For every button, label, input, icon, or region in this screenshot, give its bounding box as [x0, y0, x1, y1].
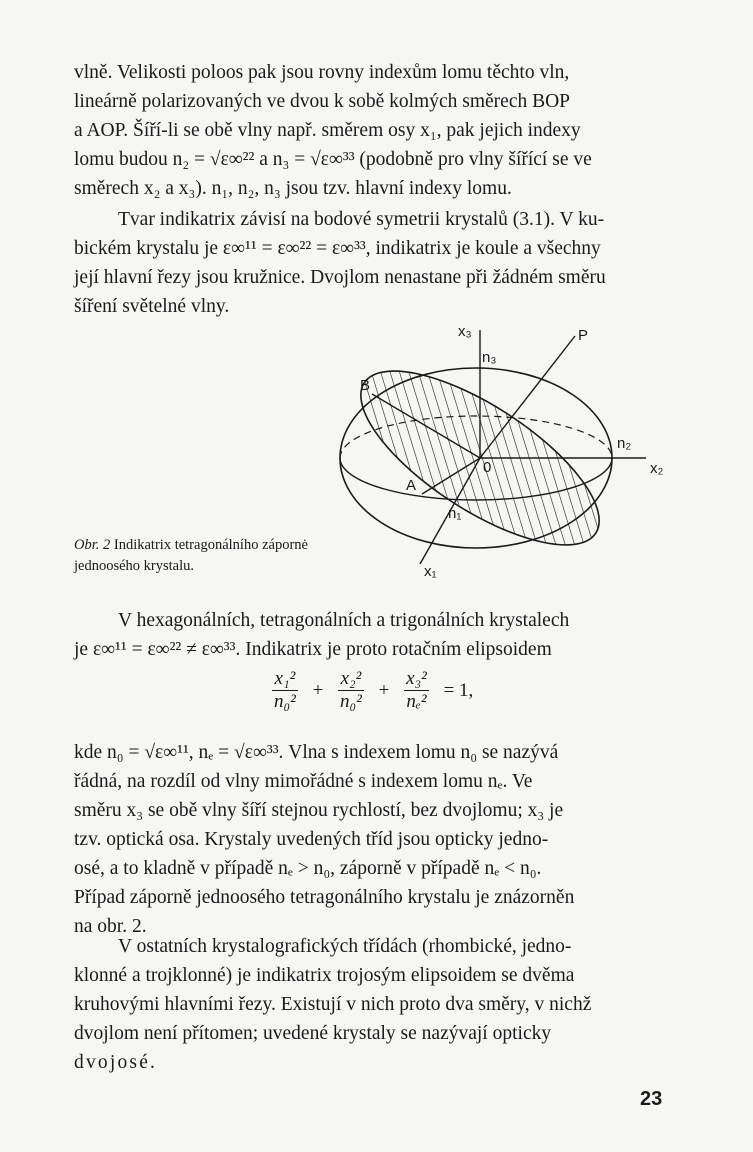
label-b: B — [360, 377, 371, 394]
page-number: 23 — [640, 1088, 663, 1110]
plus-sign: + — [312, 679, 324, 701]
text-line: kde n₀ = √ε∞¹¹, nₑ = √ε∞³³. Vlna s indexem lomu n₀ se nazývá — [74, 742, 559, 763]
text-line: tzv. optická osa. Krystaly uvedených tříd jsou opticky jedno- — [74, 829, 549, 850]
text-line: šíření světelné vlny. — [74, 296, 230, 317]
indicatrix-equation — [268, 668, 479, 730]
text-line: dvojlom není přítomen; uvedené krystaly se nazývají opticky — [74, 1023, 552, 1044]
text-line: Případ záporně jednoosého tetragonálního krystalu je znázorněn — [74, 887, 575, 908]
text-line: vlně. Velikosti poloos pak jsou rovny indexům lomu těchto vln, — [74, 62, 570, 83]
label-origin: 0 — [483, 459, 492, 476]
text-line: kruhovými hlavními řezy. Existují v nich proto dva směry, v nichž — [74, 994, 592, 1015]
label-x2: x₂ — [650, 460, 664, 477]
paragraph-2 — [74, 205, 670, 321]
text-line: dvojosé. — [74, 1052, 158, 1073]
text-line: bickém krystalu je ε∞¹¹ = ε∞²² = ε∞³³, indikatrix je koule a všechny — [74, 238, 601, 259]
caption-text: Indikatrix tetragonálního zápornė jednoosého krystalu. — [74, 537, 308, 574]
text-line: směrech x₂ a x₃). n₁, n₂, n₃ jsou tzv. hlavní indexy lomu. — [74, 178, 512, 199]
label-n2: n₂ — [617, 435, 632, 452]
paragraph-3 — [74, 606, 670, 664]
numerator: x₂² — [338, 668, 364, 691]
equation-rhs: = 1, — [443, 679, 474, 701]
denominator: n₀² — [340, 691, 362, 712]
text-line: na obr. 2. — [74, 916, 147, 937]
text-line: osé, a to kladně v případě nₑ > n₀, záporně v případě nₑ < n₀. — [74, 858, 542, 879]
text-line: směru x₃ se obě vlny šíří stejnou rychlostí, bez dvojlomu; x₃ je — [74, 800, 564, 821]
text-line: klonné a trojklonné) je indikatrix trojosým elipsoidem se dvěma — [74, 965, 575, 986]
label-x1: x₁ — [424, 563, 437, 580]
paragraph-1 — [74, 58, 670, 203]
caption-number: Obr. 2 — [74, 537, 111, 553]
text-line: je ε∞¹¹ = ε∞²² ≠ ε∞³³. Indikatrix je proto rotačním elipsoidem — [74, 639, 552, 660]
label-n1: n₁ — [448, 505, 462, 522]
paragraph-4 — [74, 738, 670, 941]
label-x3: x₃ — [458, 323, 472, 340]
denominator: n₀² — [274, 691, 296, 712]
text-line: V ostatních krystalografických třídách (rhombické, jedno- — [118, 936, 572, 957]
plus-sign: + — [378, 679, 390, 701]
label-n3: n₃ — [482, 349, 497, 366]
text-line: Tvar indikatrix závisí na bodové symetrii krystalů (3.1). V ku- — [118, 209, 605, 230]
numerator: x₃² — [406, 668, 427, 689]
paragraph-5 — [74, 932, 670, 1077]
fraction-term-1 — [272, 668, 298, 713]
text-line: řádná, na rozdíl od vlny mimořádné s indexem lomu nₑ. Ve — [74, 771, 533, 792]
numerator: x₁² — [272, 668, 298, 691]
text-line: její hlavní řezy jsou kružnice. Dvojlom nenastane při žádném směru — [74, 267, 606, 288]
text-line: V hexagonálních, tetragonálních a trigonálních krystalech — [118, 610, 570, 631]
figure-caption — [74, 535, 334, 577]
fraction-term-3 — [404, 668, 429, 713]
label-p: P — [578, 327, 589, 344]
text-line: a AOP. Šíří-li se obě vlny např. směrem osy x₁, pak jejich indexy — [74, 120, 581, 141]
text-line: lomu budou n₂ = √ε∞²² a n₃ = √ε∞³³ (podobně pro vlny šířící se ve — [74, 149, 592, 170]
label-a: A — [406, 477, 417, 494]
denominator: nₑ² — [406, 691, 427, 712]
fraction-term-2 — [338, 668, 364, 713]
text-line: lineárně polarizovaných ve dvou k sobě kolmých směrech BOP — [74, 91, 571, 112]
indicatrix-figure — [330, 318, 690, 583]
